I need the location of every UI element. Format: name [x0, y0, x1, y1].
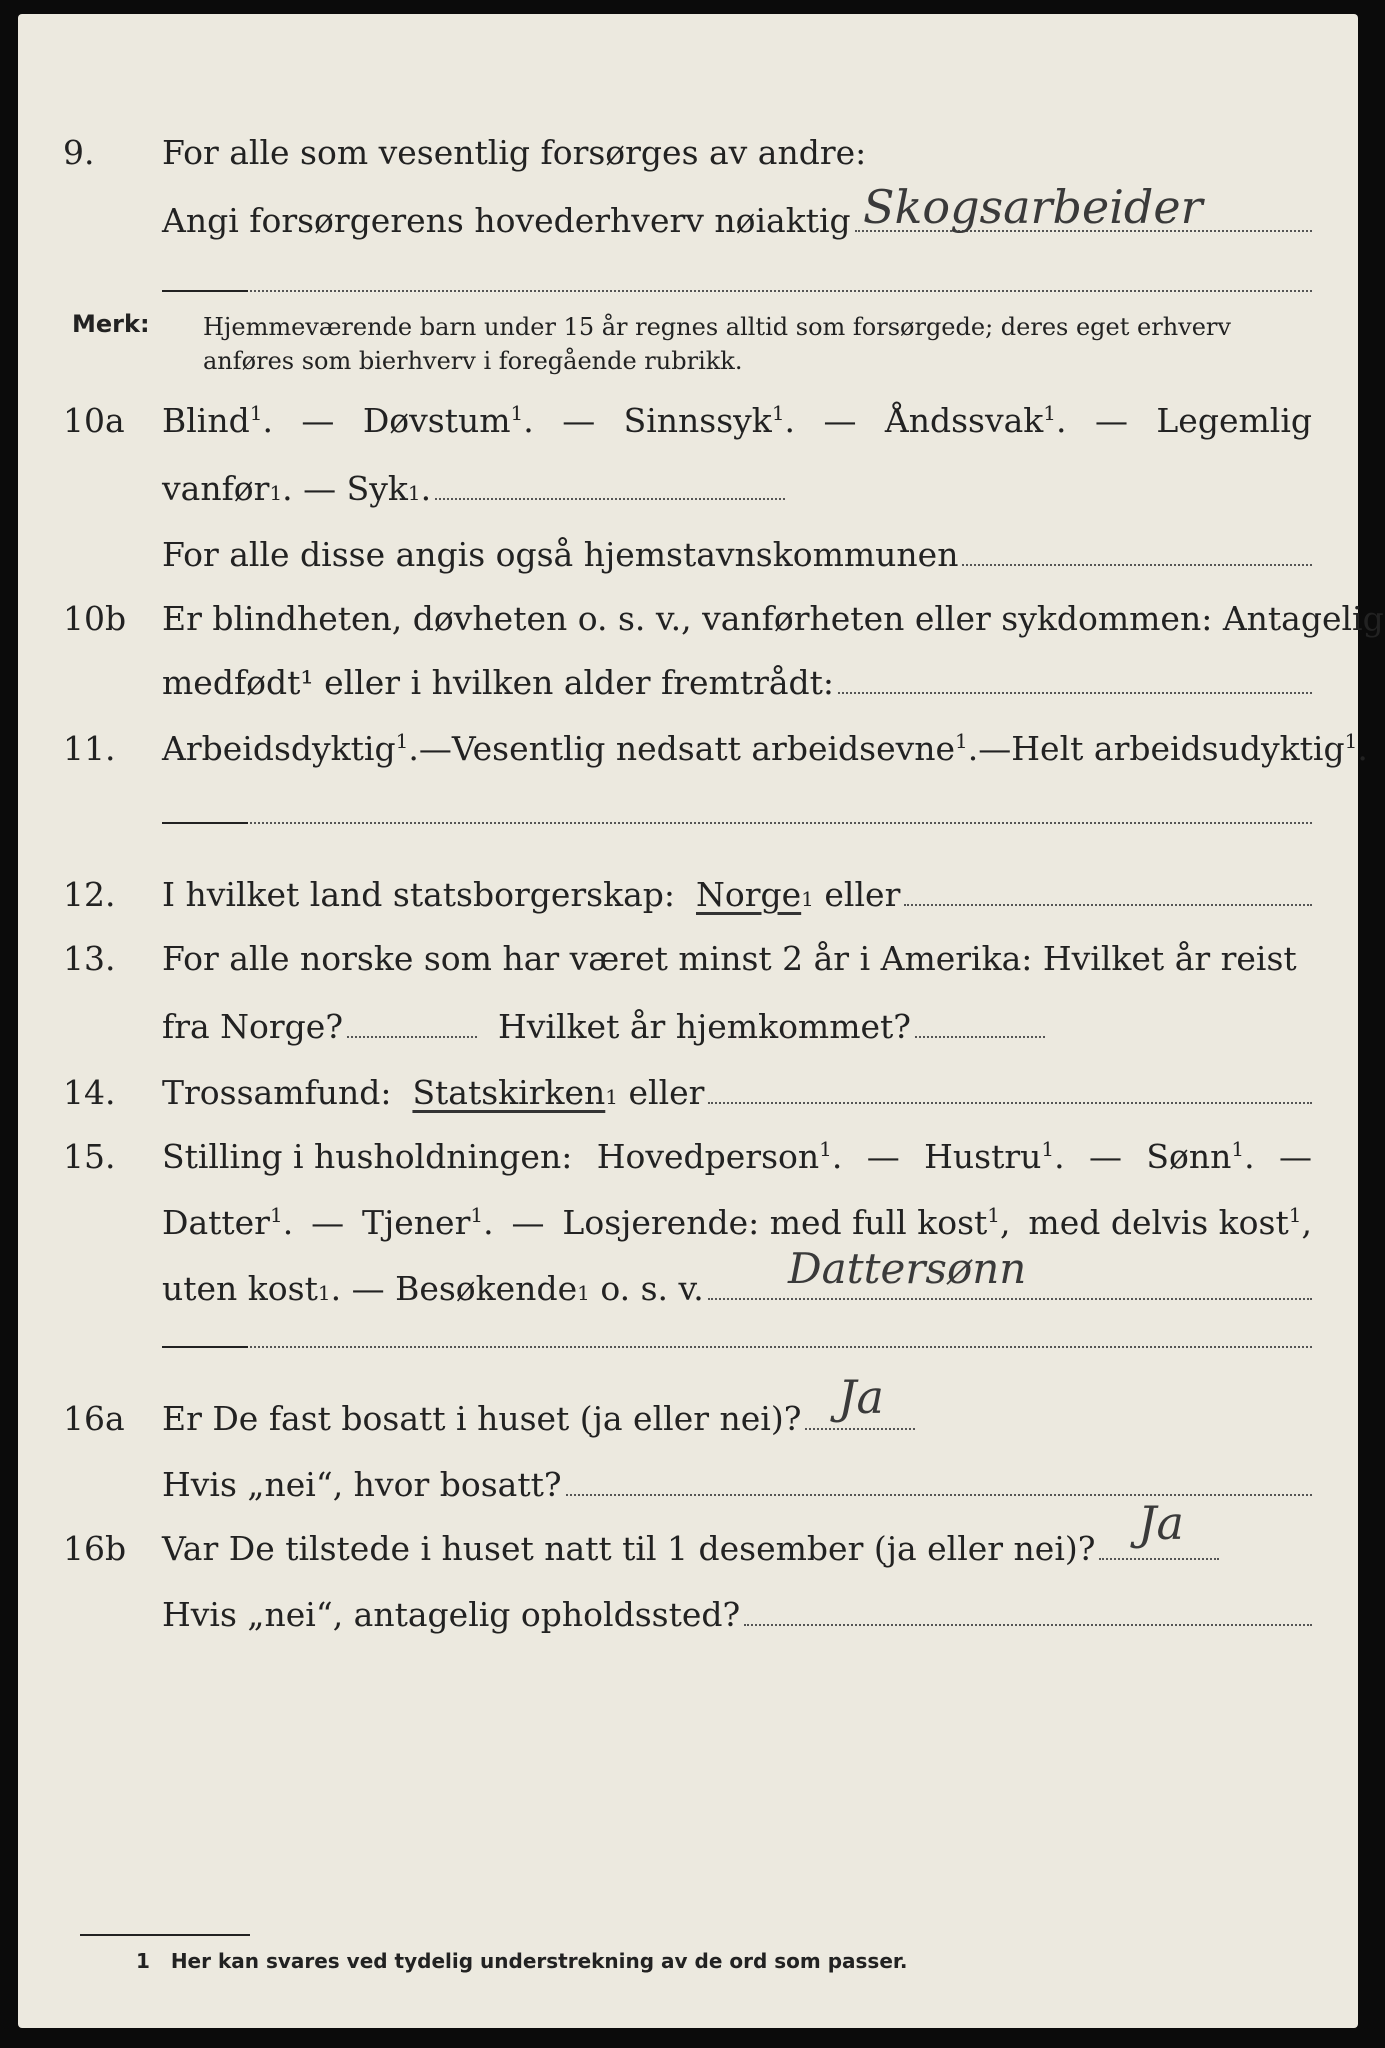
q12-number: 12. — [63, 875, 116, 914]
q15-line2: Datter$^1$. — Tjener$^1$. — Losjerende: med full kost$^1$, med delvis kost$^1$, — [162, 1203, 1312, 1242]
q9-text-2: Angi forsørgerens hovederhverv nøiaktig — [162, 201, 851, 240]
q15-hustru[interactable]: Hustru — [924, 1137, 1042, 1176]
q9-number: 9. — [63, 133, 95, 172]
q10a-hjemstavn-label: For alle disse angis også hjemstavnskommunen — [162, 535, 959, 574]
q15-full-kost[interactable]: Losjerende: med full kost — [562, 1203, 988, 1242]
q15-besokende[interactable]: Besøkende — [395, 1269, 578, 1308]
q16b-text-2: Hvis „nei“, antagelig opholdssted? — [162, 1595, 741, 1634]
q15-datter[interactable]: Datter — [162, 1203, 270, 1242]
q11-rule — [162, 822, 1312, 824]
q16a-text-1: Er De fast bosatt i huset (ja eller nei)? — [162, 1399, 802, 1438]
q10b-text-1: Er blindheten, døvheten o. s. v., vanførheten eller sykdommen: Antagelig — [162, 599, 1384, 638]
q15-sonn[interactable]: Sønn — [1146, 1137, 1232, 1176]
q15-line3: uten kost 1 . — Besøkende 1 o. s. v. Dattersønn — [18, 1266, 1358, 1312]
q15-handwritten-answer: Dattersønn — [788, 1244, 1027, 1293]
q9-line1 — [18, 130, 1358, 176]
q13-reist-field[interactable] — [347, 1014, 477, 1038]
q13-line2 — [18, 1004, 1358, 1050]
q15-number: 15. — [63, 1137, 116, 1176]
q12-field[interactable] — [904, 882, 1312, 906]
q10b-line1 — [18, 596, 1384, 642]
footnote-text: Her kan svares ved tydelig understrekning av de ord som passer. — [170, 1949, 908, 1973]
q10a-sinnssyk[interactable]: Sinnssyk — [623, 401, 772, 440]
q10a-number: 10a — [63, 401, 125, 440]
q14-statskirken[interactable]: Statskirken — [412, 1073, 606, 1112]
q16b-line1 — [18, 1496, 1358, 1572]
footnote — [136, 1949, 908, 1973]
q10a-andssvak[interactable]: Åndssvak — [884, 401, 1044, 440]
q15-tjener[interactable]: Tjener — [362, 1203, 471, 1242]
q13-hjemkommet-field[interactable] — [915, 1014, 1045, 1038]
q15-delvis-kost[interactable]: med delvis kost — [1028, 1203, 1289, 1242]
q10a-hjemstavn-field[interactable] — [962, 542, 1312, 566]
q10b-field[interactable] — [838, 670, 1312, 694]
q13-text-1: For alle norske som har været minst 2 år i Amerika: Hvilket år reist — [162, 939, 1297, 978]
q11-line: 11. Arbeidsdyktig$^1$. — Vesentlig nedsatt arbeidsevne$^1$. — Helt arbeidsudyktig$^1$. — [18, 726, 1358, 772]
census-form-page — [18, 14, 1384, 2028]
q13-hjemkommet-label: Hvilket år hjemkommet? — [498, 1007, 911, 1046]
q10a-vanfor[interactable]: vanfør — [162, 469, 270, 508]
q10a-legemlig[interactable]: Legemlig — [1156, 401, 1312, 440]
q11-nedsatt[interactable]: Vesentlig nedsatt arbeidsevne — [451, 729, 956, 768]
q10a-syk[interactable]: Syk — [346, 469, 408, 508]
footnote-mark: 1 — [136, 1949, 150, 1973]
q14-line: 14. Trossamfund: Statskirken 1 eller — [18, 1070, 1358, 1116]
q15-uten-kost[interactable]: uten kost — [162, 1269, 318, 1308]
q14-number: 14. — [63, 1073, 116, 1112]
q12-line: 12. I hvilket land statsborgerskap: Norge 1 eller — [18, 872, 1358, 918]
q9-rule — [162, 290, 1312, 292]
q9-text-1: For alle som vesentlig forsørges av andre: — [162, 133, 867, 172]
q10a-dovstum[interactable]: Døvstum — [362, 401, 511, 440]
q16b-handwritten-answer: Ja — [1138, 1496, 1184, 1550]
q16b-opholdssted-field[interactable] — [744, 1602, 1312, 1626]
q16b-line2 — [18, 1592, 1358, 1638]
q13-line1 — [18, 936, 1358, 982]
q11-arbeidsdyktig[interactable]: Arbeidsdyktig — [162, 729, 396, 768]
q9-line2 — [18, 180, 1358, 244]
q14-label: Trossamfund: — [162, 1073, 392, 1112]
q10a-blind[interactable]: Blind — [162, 401, 250, 440]
q10a-line3 — [18, 532, 1358, 578]
q16a-text-2: Hvis „nei“, hvor bosatt? — [162, 1465, 562, 1504]
q16a-bosatt-field[interactable] — [566, 1472, 1312, 1496]
q10a-line2: vanfør 1 . — Syk 1 . — [18, 466, 1358, 512]
q12-label: I hvilket land statsborgerskap: — [162, 875, 676, 914]
q15-label: Stilling i husholdningen: — [162, 1137, 573, 1176]
q10a-line1: 10a Blind$^1$. — Døvstum$^1$. — Sinnssyk$^1$. — Åndssvak$^1$. — Legemlig — [18, 398, 1358, 444]
q11-number: 11. — [63, 729, 116, 768]
merk-label: Merk: — [72, 310, 150, 338]
q10b-line2 — [18, 660, 1358, 706]
q10a-syk-field[interactable] — [435, 476, 785, 500]
q11-udyktig[interactable]: Helt arbeidsudyktig — [1011, 729, 1345, 768]
q15-hovedperson[interactable]: Hovedperson — [596, 1137, 820, 1176]
q10b-number: 10b — [63, 599, 127, 638]
q13-number: 13. — [63, 939, 116, 978]
q12-norge[interactable]: Norge — [696, 875, 802, 914]
q10b-text-2: medfødt¹ eller i hvilken alder fremtrådt: — [162, 663, 835, 702]
q16a-handwritten-answer: Ja — [838, 1370, 884, 1424]
q14-field[interactable] — [708, 1080, 1312, 1104]
q9-handwritten-answer: Skogsarbeider — [863, 180, 1203, 234]
q15-line1: 15. Stilling i husholdningen: Hovedperson$^1$. — Hustru$^1$. — Sønn$^1$. — — [18, 1134, 1358, 1180]
footnote-rule — [80, 1934, 250, 1936]
q13-reist-label: fra Norge? — [162, 1007, 344, 1046]
q16a-number: 16a — [63, 1399, 125, 1438]
q16a-line1 — [18, 1370, 1358, 1442]
q16b-number: 16b — [63, 1529, 127, 1568]
q16b-text-1: Var De tilstede i huset natt til 1 desember (ja eller nei)? — [162, 1529, 1096, 1568]
merk-text: Hjemmeværende barn under 15 år regnes alltid som forsørgede; deres eget erhverv anføres som bierhverv i foregående rubrikk. — [203, 313, 1231, 375]
q15-rule — [162, 1346, 1312, 1348]
